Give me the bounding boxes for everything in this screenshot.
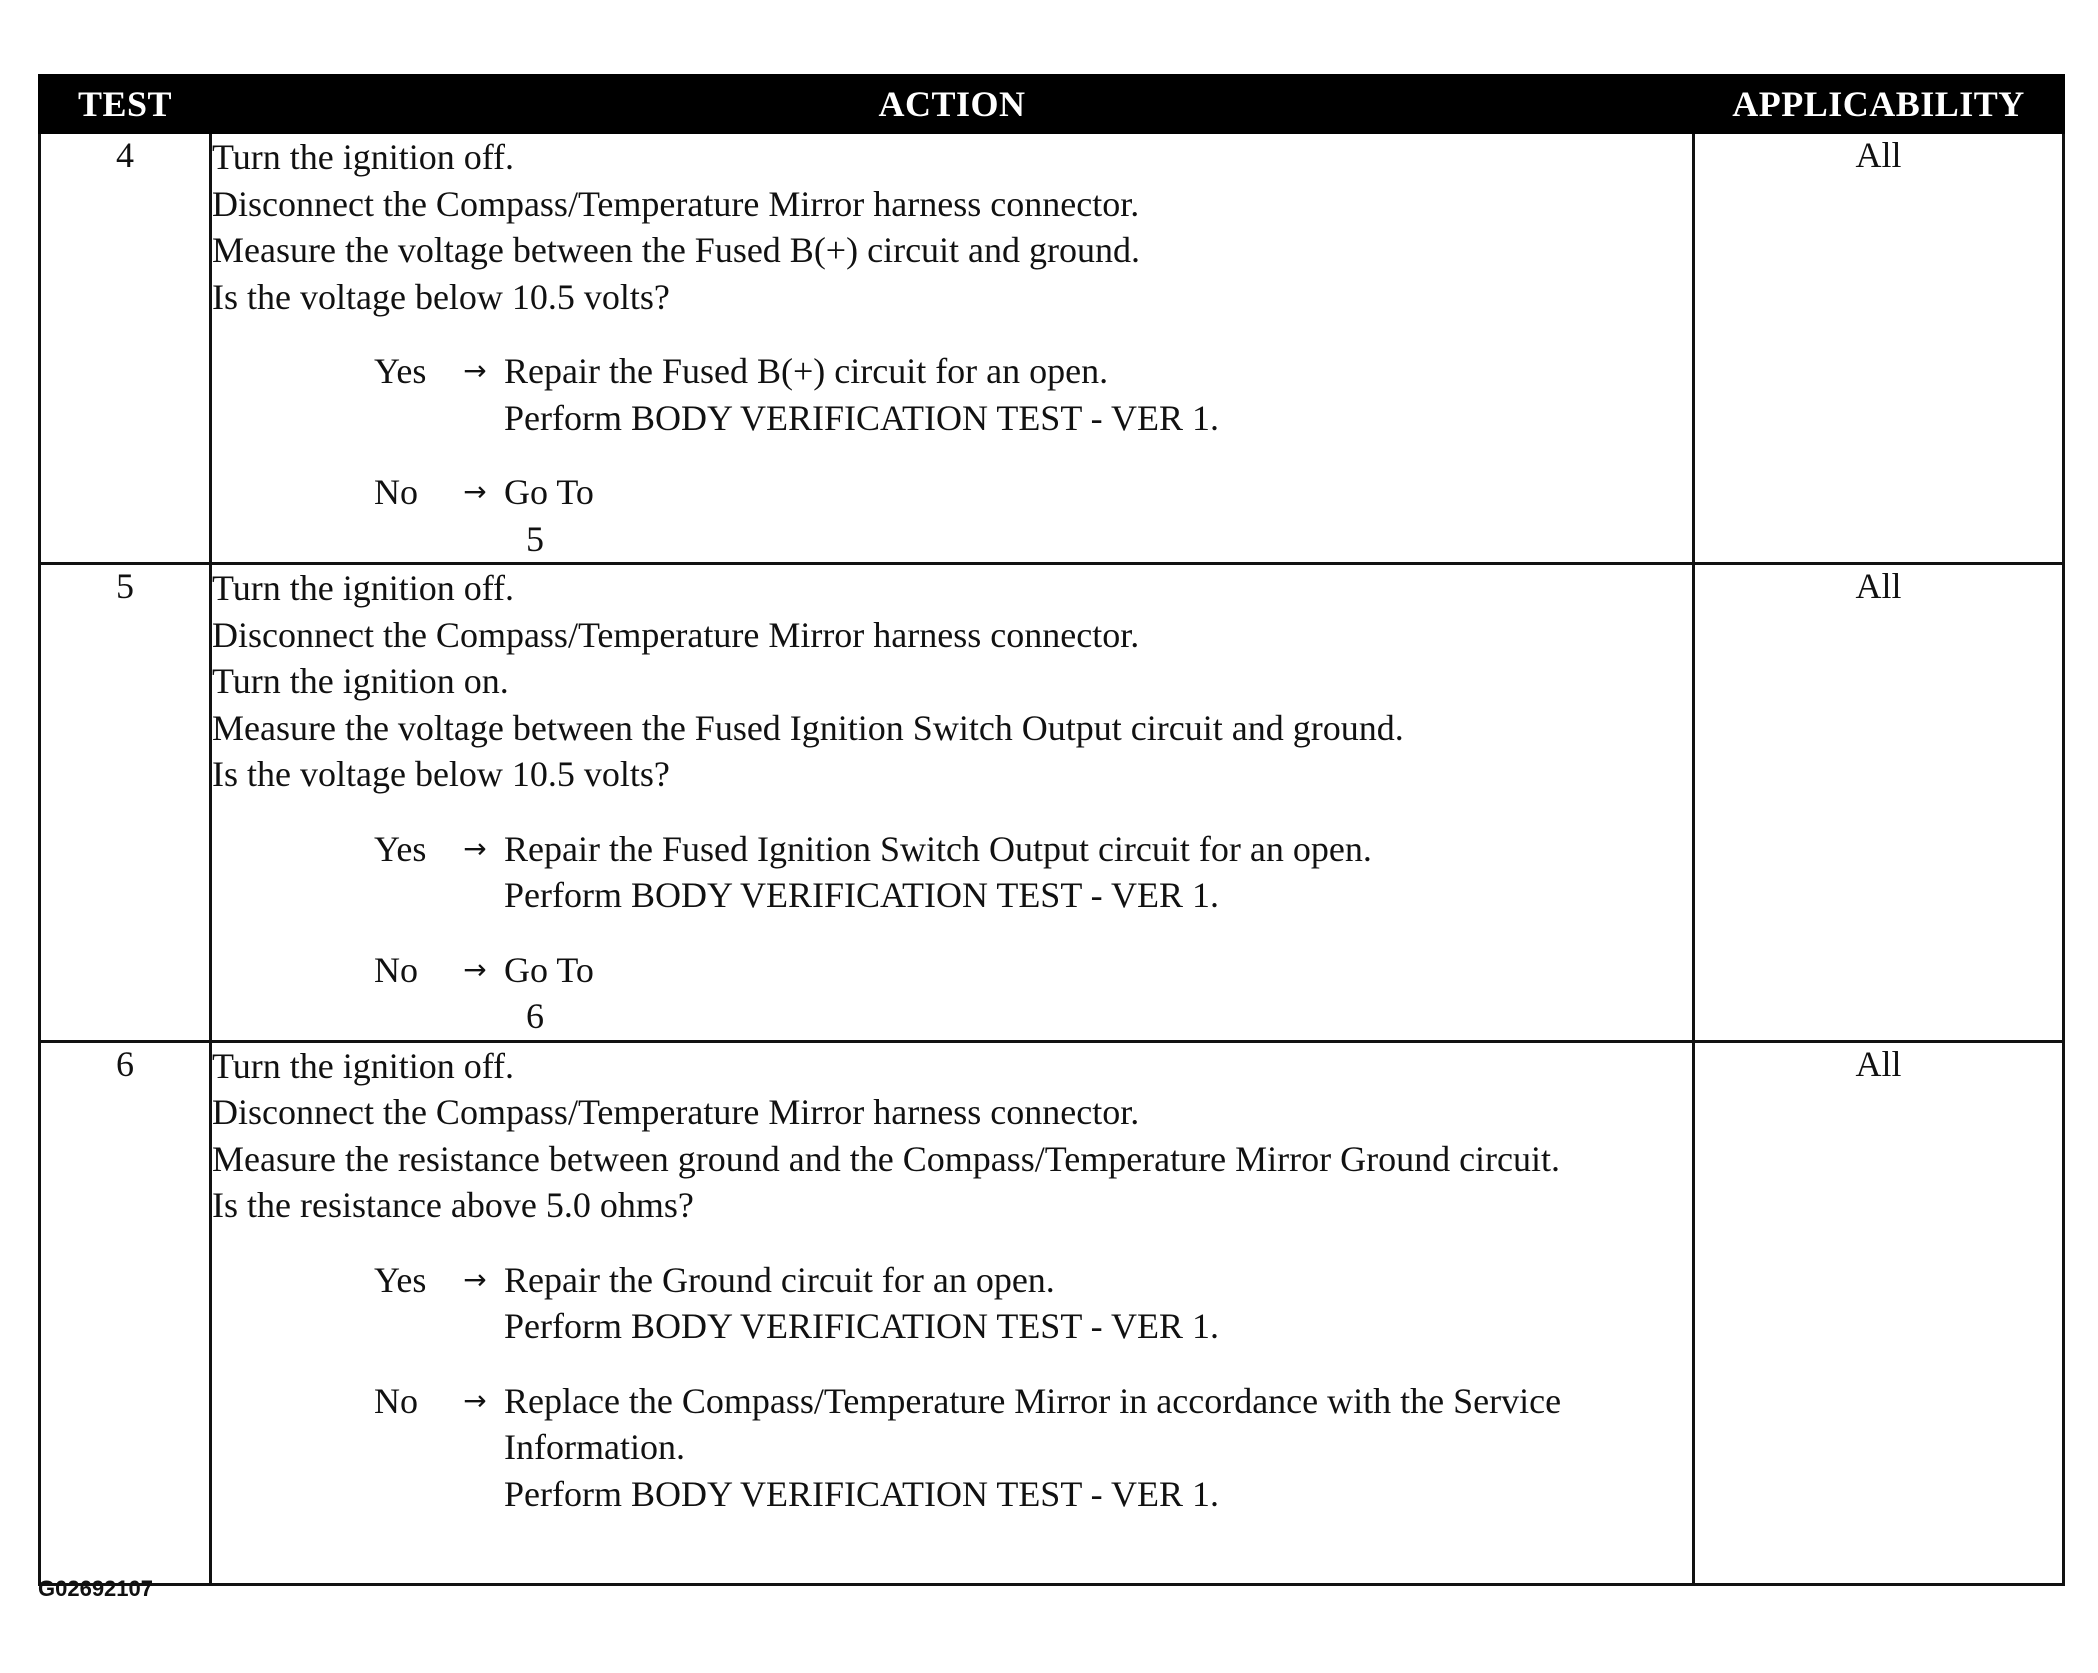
right-arrow-icon: → bbox=[463, 475, 487, 508]
goto-line bbox=[504, 947, 1692, 1040]
action-step: Disconnect the Compass/Temperature Mirror harness connector. bbox=[212, 183, 1140, 224]
test-number: 4 bbox=[40, 133, 211, 564]
no-result bbox=[504, 1378, 1692, 1518]
result-line: Repair the Fused B(+) circuit for an open. bbox=[504, 351, 1109, 391]
yes-label: Yes bbox=[374, 828, 427, 869]
yes-outcome bbox=[374, 1257, 1692, 1350]
result-line: Perform BODY VERIFICATION TEST - VER 1. bbox=[504, 1473, 1220, 1514]
yes-label: Yes bbox=[374, 1259, 427, 1300]
action-step: Is the resistance above 5.0 ohms? bbox=[212, 1185, 694, 1225]
applicability-value: All bbox=[1694, 564, 2064, 1042]
action-step: Is the voltage below 10.5 volts? bbox=[212, 754, 670, 794]
right-arrow-icon: → bbox=[463, 831, 487, 865]
header-test: TEST bbox=[40, 76, 211, 133]
header-action: ACTION bbox=[211, 76, 1694, 133]
no-label: No bbox=[374, 472, 418, 512]
test-number: 5 bbox=[40, 564, 211, 1042]
table-row bbox=[40, 133, 2064, 564]
no-outcome bbox=[374, 947, 1692, 1040]
goto-line bbox=[504, 469, 1692, 562]
result-line: Perform BODY VERIFICATION TEST - VER 1. bbox=[504, 875, 1220, 915]
yes-label: Yes bbox=[374, 351, 427, 391]
goto-target: 5 bbox=[526, 518, 544, 559]
diagnostic-test-table bbox=[38, 74, 2065, 1586]
applicability-value: All bbox=[1694, 1041, 2064, 1584]
yes-result bbox=[504, 826, 1692, 919]
action-step: Is the voltage below 10.5 volts? bbox=[212, 276, 670, 317]
header-applicability: APPLICABILITY bbox=[1694, 76, 2064, 133]
goto-label: Go To bbox=[504, 472, 594, 512]
test-number: 6 bbox=[40, 1041, 211, 1584]
action-step: Measure the voltage between the Fused Ignition Switch Output circuit and ground. bbox=[212, 707, 1404, 748]
result-line: Replace the Compass/Temperature Mirror in accordance with the Service Information. bbox=[504, 1380, 1562, 1467]
no-label: No bbox=[374, 1380, 418, 1421]
no-label: No bbox=[374, 949, 418, 990]
right-arrow-icon: → bbox=[463, 354, 487, 387]
yes-outcome bbox=[374, 826, 1692, 919]
right-arrow-icon: → bbox=[463, 1383, 487, 1417]
result-line: Repair the Ground circuit for an open. bbox=[504, 1259, 1055, 1300]
table-header-row bbox=[40, 76, 2064, 133]
action-cell bbox=[211, 133, 1694, 564]
figure-id: G02692107 bbox=[38, 1576, 153, 1601]
result-line: Perform BODY VERIFICATION TEST - VER 1. bbox=[504, 1306, 1220, 1346]
action-step: Measure the resistance between ground and the Compass/Temperature Mirror Ground circuit. bbox=[212, 1138, 1561, 1179]
applicability-value: All bbox=[1694, 133, 2064, 564]
goto-target: 6 bbox=[526, 996, 544, 1036]
no-outcome bbox=[374, 469, 1692, 562]
goto-label: Go To bbox=[504, 949, 594, 990]
no-result bbox=[504, 469, 1692, 562]
right-arrow-icon: → bbox=[463, 1262, 487, 1296]
action-step: Turn the ignition off. bbox=[212, 1045, 515, 1086]
yes-result bbox=[504, 1257, 1692, 1350]
yes-outcome bbox=[374, 348, 1692, 441]
table-row bbox=[40, 564, 2064, 1042]
right-arrow-icon: → bbox=[463, 952, 487, 986]
no-result bbox=[504, 947, 1692, 1040]
table-row bbox=[40, 1041, 2064, 1584]
action-step: Turn the ignition off. bbox=[212, 137, 515, 177]
action-cell bbox=[211, 564, 1694, 1042]
action-step: Turn the ignition off. bbox=[212, 568, 515, 608]
action-step: Turn the ignition on. bbox=[212, 661, 509, 701]
action-step: Disconnect the Compass/Temperature Mirror harness connector. bbox=[212, 1092, 1140, 1132]
action-step: Measure the voltage between the Fused B(+) circuit and ground. bbox=[212, 230, 1141, 270]
action-step: Disconnect the Compass/Temperature Mirror harness connector. bbox=[212, 614, 1140, 655]
yes-result bbox=[504, 348, 1692, 441]
no-outcome bbox=[374, 1378, 1692, 1518]
result-line: Perform BODY VERIFICATION TEST - VER 1. bbox=[504, 397, 1220, 438]
action-cell bbox=[211, 1041, 1694, 1584]
result-line: Repair the Fused Ignition Switch Output circuit for an open. bbox=[504, 828, 1372, 869]
diagnostic-table-container bbox=[38, 74, 2062, 1586]
